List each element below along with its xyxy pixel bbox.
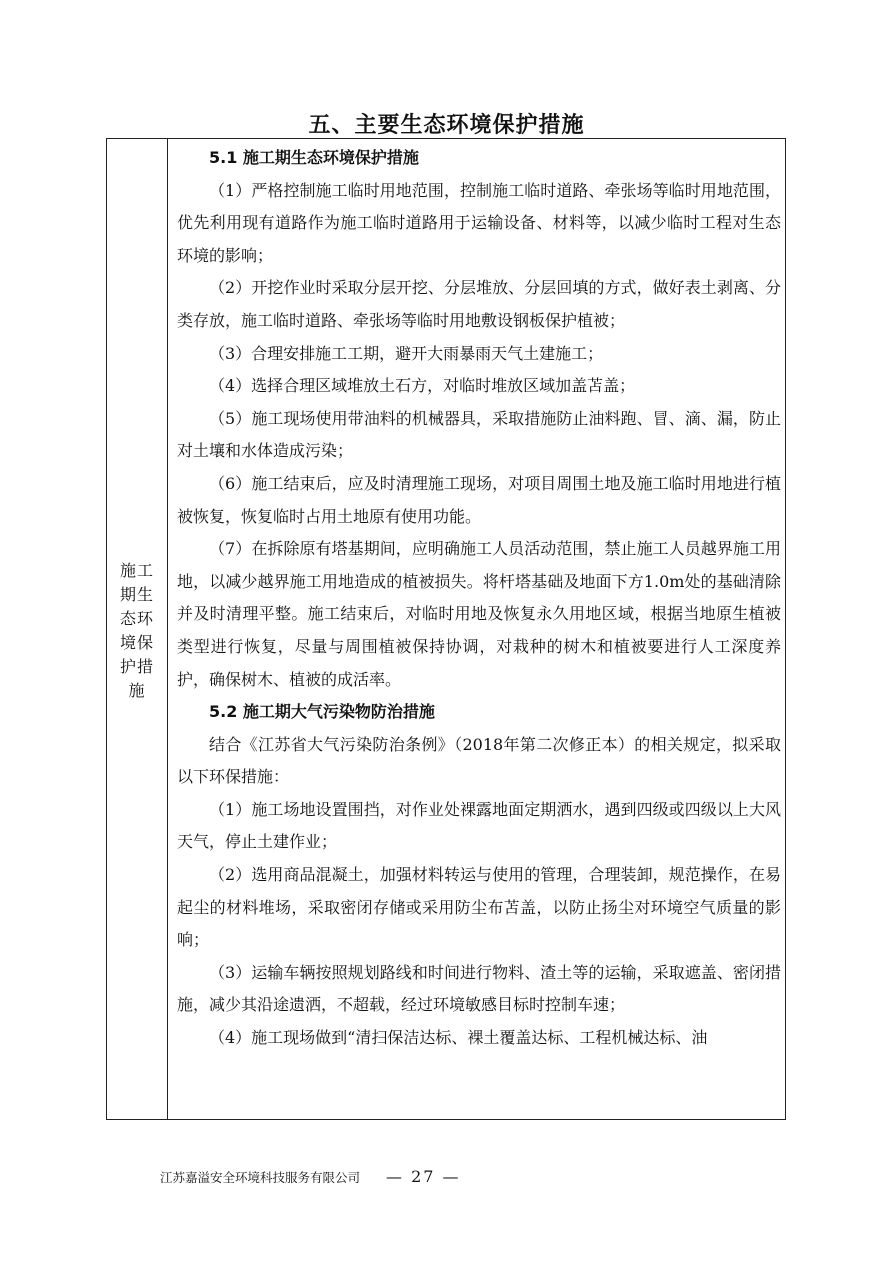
row-header-line: 施 — [128, 681, 146, 700]
paragraph: （1）施工场地设置围挡，对作业处裸露地面定期洒水，遇到四级或四级以上大风天气，停止土建作业； — [177, 799, 781, 852]
section-heading: 5.2 施工期大气污染物防治措施 — [209, 702, 435, 722]
paragraph: （2）选用商品混凝土，加强材料转运与使用的管理，合理装卸，规范操作，在易起尘的材料堆场，采取密闭存储或采用防尘布苫盖，以防止扬尘对环境空气质量的影响； — [177, 865, 781, 950]
row-header-line: 施工 — [119, 561, 154, 580]
paragraph: （5）施工现场使用带油料的机械器具，采取措施防止油料跑、冒、滴、漏，防止对土壤和水体造成污染； — [177, 408, 781, 461]
row-header-line: 护措 — [119, 657, 154, 676]
row-header-cell — [107, 559, 167, 703]
paragraph: 结合《江苏省大气污染防治条例》（2018年第二次修正本）的相关规定，拟采取以下环保措施： — [177, 734, 781, 787]
paragraph: （1）严格控制施工临时用地范围，控制施工临时道路、牵张场等临时用地范围，优先利用现有道路作为施工临时道路用于运输设备、材料等，以减少临时工程对生态环境的影响； — [177, 180, 781, 265]
row-header-line: 境保 — [119, 633, 154, 652]
paragraph: （2）开挖作业时采取分层开挖、分层堆放、分层回填的方式，做好表土剥离、分类存放，施工临时道路、牵张场等临时用地敷设钢板保护植被； — [177, 278, 781, 330]
page-title: 五、主要生态环境保护措施 — [308, 113, 585, 138]
footer-company: 江苏嘉溢安全环境科技服务有限公司 — [160, 1169, 361, 1185]
measures-table — [106, 138, 786, 1120]
column-divider — [167, 139, 168, 1119]
page-number: — 27 — — [386, 1167, 461, 1186]
page-footer — [160, 1167, 760, 1186]
row-header-line: 期生 — [119, 585, 154, 604]
section-heading: 5.1 施工期生态环境保护措施 — [209, 148, 419, 167]
content-cell — [177, 142, 781, 1055]
paragraph: （6）施工结束后，应及时清理施工现场，对项目周围土地及施工临时用地进行植被恢复，恢复临时占用土地原有使用功能。 — [177, 473, 781, 526]
paragraph: （3）合理安排施工工期，避开大雨暴雨天气土建施工； — [209, 343, 604, 363]
paragraph: （4）选择合理区域堆放土石方，对临时堆放区域加盖苫盖； — [209, 376, 636, 396]
paragraph: （7）在拆除原有塔基期间，应明确施工人员活动范围，禁止施工人员越界施工用地，以减少越界施工用地造成的植被损失。将杆塔基础及地面下方1.0m处的基础清除并及时清理平整。施工结束后，对临时用地及恢复永久用地区域，根据当地原生植被类型进行恢复，尽量与周围植被保持协调，对栽种的树木和植被要进行人工深度养护，确保树木、植被的成活率。 — [177, 539, 781, 689]
paragraph: （3）运输车辆按照规划路线和时间进行物料、渣土等的运输，采取遮盖、密闭措施，减少其沿途遗洒，不超载，经过环境敏感目标时控制车速； — [177, 962, 781, 1015]
row-header-line: 态环 — [119, 609, 154, 628]
paragraph: （4）施工现场做到“清扫保洁达标、裸土覆盖达标、工程机械达标、油 — [209, 1028, 708, 1048]
